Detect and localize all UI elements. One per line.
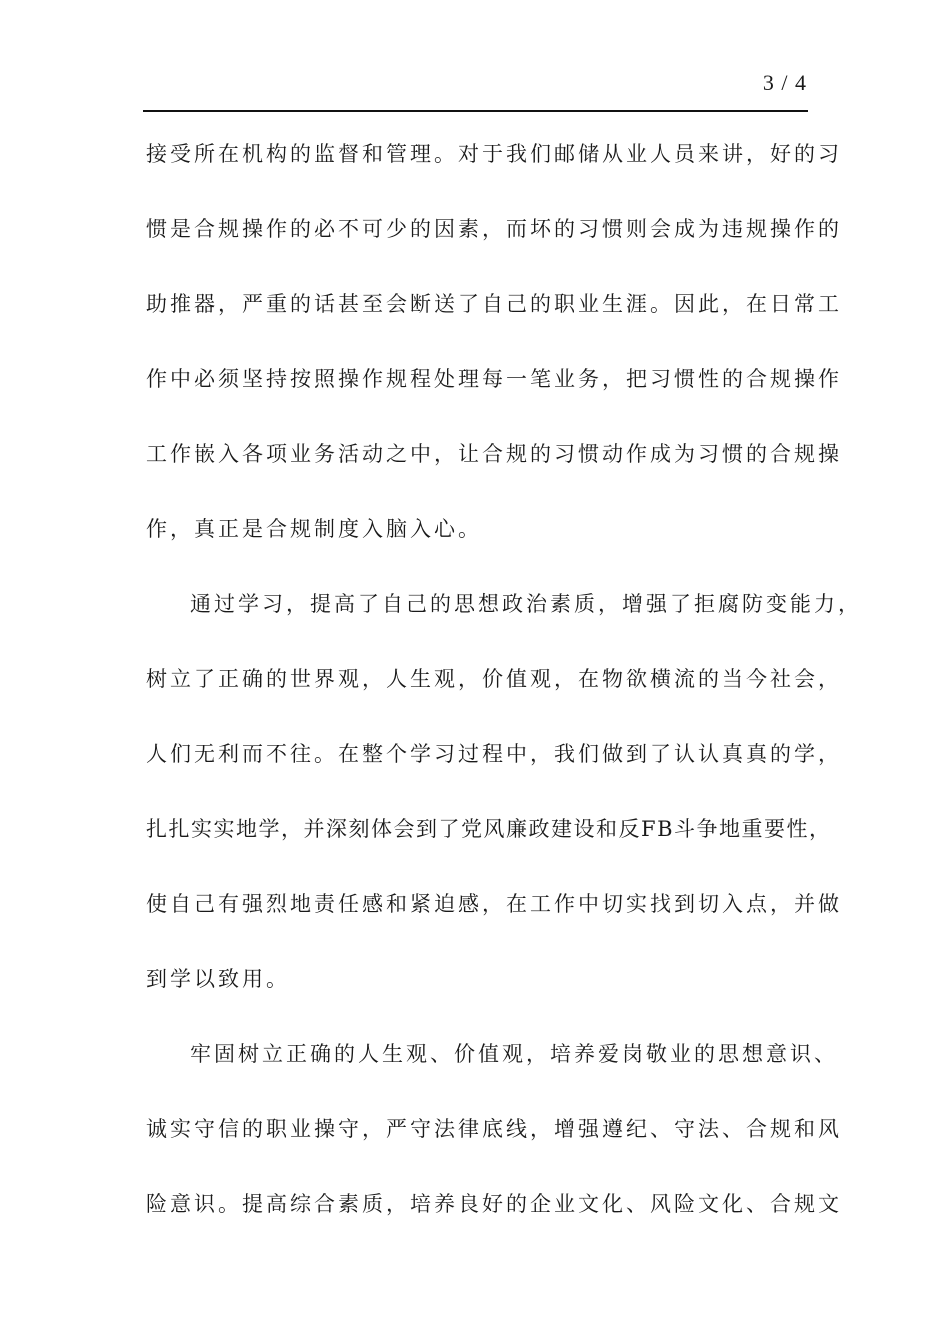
text-line: 助推器，严重的话甚至会断送了自己的职业生涯。因此，在日常工 bbox=[146, 292, 842, 316]
text-line: 险意识。提高综合素质，培养良好的企业文化、风险文化、合规文 bbox=[146, 1192, 842, 1216]
text-line: 诚实守信的职业操守，严守法律底线，增强遵纪、守法、合规和风 bbox=[146, 1117, 842, 1141]
text-line: 接受所在机构的监督和管理。对于我们邮储从业人员来讲，好的习 bbox=[146, 142, 842, 166]
paragraph-first-line: 牢固树立正确的人生观、价值观，培养爱岗敬业的思想意识、 bbox=[190, 1042, 838, 1066]
text-line: 使自己有强烈地责任感和紧迫感，在工作中切实找到切入点，并做 bbox=[146, 892, 842, 916]
text-line: 树立了正确的世界观，人生观，价值观，在物欲横流的当今社会， bbox=[146, 667, 842, 691]
text-line: 作，真正是合规制度入脑入心。 bbox=[146, 517, 482, 541]
header-divider bbox=[143, 110, 808, 112]
page-number: 3 / 4 bbox=[762, 70, 807, 95]
text-line: 工作嵌入各项业务活动之中，让合规的习惯动作成为习惯的合规操 bbox=[146, 442, 842, 466]
text-line: 到学以致用。 bbox=[146, 967, 290, 991]
text-line: 作中必须坚持按照操作规程处理每一笔业务，把习惯性的合规操作 bbox=[146, 367, 842, 391]
text-line: 惯是合规操作的必不可少的因素，而坏的习惯则会成为违规操作的 bbox=[146, 217, 842, 241]
document-body bbox=[146, 113, 862, 1238]
text-line: 扎扎实实地学，并深刻体会到了党风廉政建设和反FB斗争地重要性， bbox=[146, 817, 832, 841]
paragraph-first-line: 通过学习，提高了自己的思想政治素质，增强了拒腐防变能力， bbox=[190, 592, 862, 616]
text-line: 人们无利而不往。在整个学习过程中，我们做到了认认真真的学， bbox=[146, 742, 842, 766]
